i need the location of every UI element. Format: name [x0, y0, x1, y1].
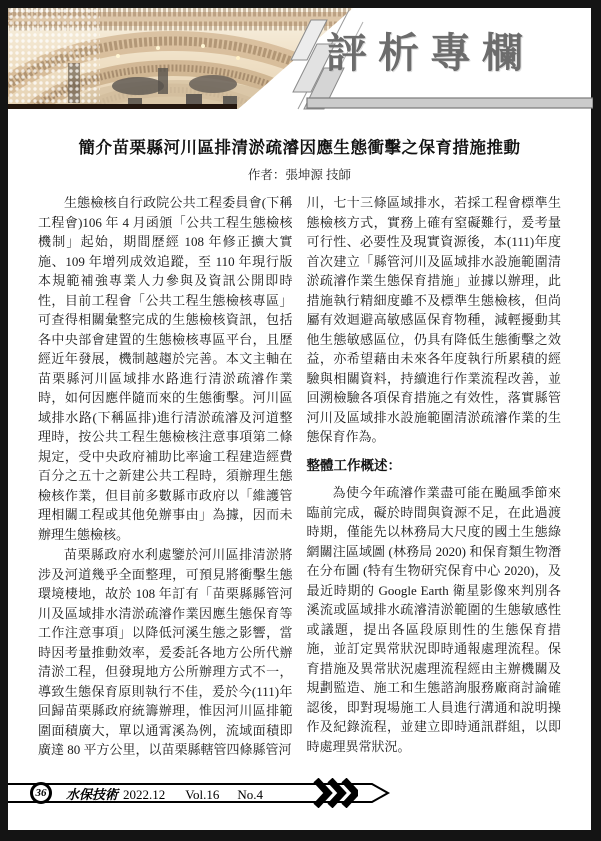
- article-body: [8, 183, 591, 760]
- journal-name: 水保技術: [66, 786, 119, 802]
- journal-info: [66, 784, 263, 803]
- footer-band: [8, 783, 358, 803]
- left-column: [38, 193, 293, 760]
- magazine-page: [8, 8, 591, 830]
- article-author: 作者：張坤源 技師: [247, 168, 352, 182]
- section-heading: 整體工作概述：: [306, 457, 401, 473]
- journal-issue-number: No.4: [237, 786, 263, 802]
- page-header: [8, 8, 593, 120]
- page-number-badge: 36: [30, 782, 52, 804]
- header-divider-bar: [307, 98, 593, 108]
- right-column: [307, 193, 562, 760]
- body-paragraph: 苗栗縣政府水利處鑒於河川區排清淤將涉及河道幾乎全面整理，可預見將衝擊生態環境棲地，故於 108 年訂有「苗栗縣縣管河川及區域排水清淤疏濬作業因應生態保育等工作注意事項」以降低河溪生態之影響，當時因考量推動效率，爰委託各地方公所代辦清淤工程，但發現地方公所辦理方式不一，導致生態保育原則執行不佳，爰於今(111)年回歸苗栗縣政府統籌辦理，惟因河川區排範圍面積廣大，單以通霄溪為例，流域面積即廣達 80 平方公里，以苗栗縣轄管四條縣管河: [38, 547, 293, 757]
- article-title: 簡介苗栗縣河川區排清淤疏濬因應生態衝擊之保育措施推動: [78, 138, 521, 157]
- photo-underline: [8, 104, 237, 109]
- body-paragraph: 生態檢核自行政院公共工程委員會(下稱工程會)106 年 4 月函頒「公共工程生態檢核機制」起始，期間歷經 108 年修正擴大實施、109 年增列成效追蹤，至 110 年現行版本規範補強專業人力參與及資訊公開即時性，目前工程會「公共工程生態檢核專區」可查得相關彙整完成的生態檢核資訊，包括各中央部會建置的生態檢核專區平台，且歷經近年發展，機制越趨於完善。本文主軸在苗栗縣河川區域排水路進行清淤疏濬作業時，如何因應伴隨而來的生態衝擊。河川區域排水路(下稱區排)進行清淤疏濬及河道整理時，按公共工程生態檢核注意事項第二條規定，受中央政府補助比率逾工程建造經費百分之五十之新建公共工程時，須辦理生態檢核作業，但目前多數縣市政府以「維護管理相關工程或其他免辦事由」為據，因而未辦理生態檢核。: [38, 195, 293, 542]
- body-paragraph-continuation: 川，七十三條區域排水，若採工程會標準生態檢核方式，實務上確有窒礙難行，爰考量可行性、必要性及現實資源後，本(111)年度首次建立「縣管河川及區域排水設施範圍清淤疏濬作業生態保育措施」並據以辦理，此措施執行精細度雖不及標準生態檢核，但尚屬有效迴避高敏感區保育物種，減輕擾動其他生態敏感區位，仍具有降低生態衝擊之效益，亦希望藉由未來各年度執行所累積的經驗與相關資料，持續進行作業流程改善，並回溯檢驗各項保育措施之有效性，落實縣管河川及區域排水設施範圍清淤疏濬作業的生態保育作為。: [306, 195, 561, 444]
- journal-issue-date: 2022.12: [123, 786, 166, 802]
- journal-volume: Vol.16: [185, 786, 220, 802]
- body-paragraph: 為使今年疏濬作業盡可能在颱風季節來臨前完成，礙於時間與資源不足，在此過渡時期，僅能先以林務局大尺度的國土生態綠網關注區域圖 (林務局 2020) 和保育類生物潛在分布圖 (特有生物研究保育中心 2020)，及最近時期的 Google Earth 衛星影像來判別各溪流或區域排水疏濬清淤範圍的生態敏感性或議題，提出各區段原則性的生態保育措施，並訂定異常狀況即時通報處理流程。保育措施及異常狀況處理流程經由主辦機關及規劃監造、施工和生態諮詢服務廠商討論確認後，即對現場施工人員進行溝通和說明操作及紀錄流程，並建立即時通訊群組，以即時處理異常狀況。: [306, 485, 561, 754]
- column-title: 評析專欄: [326, 29, 534, 77]
- chevron-right-icon: [308, 778, 403, 808]
